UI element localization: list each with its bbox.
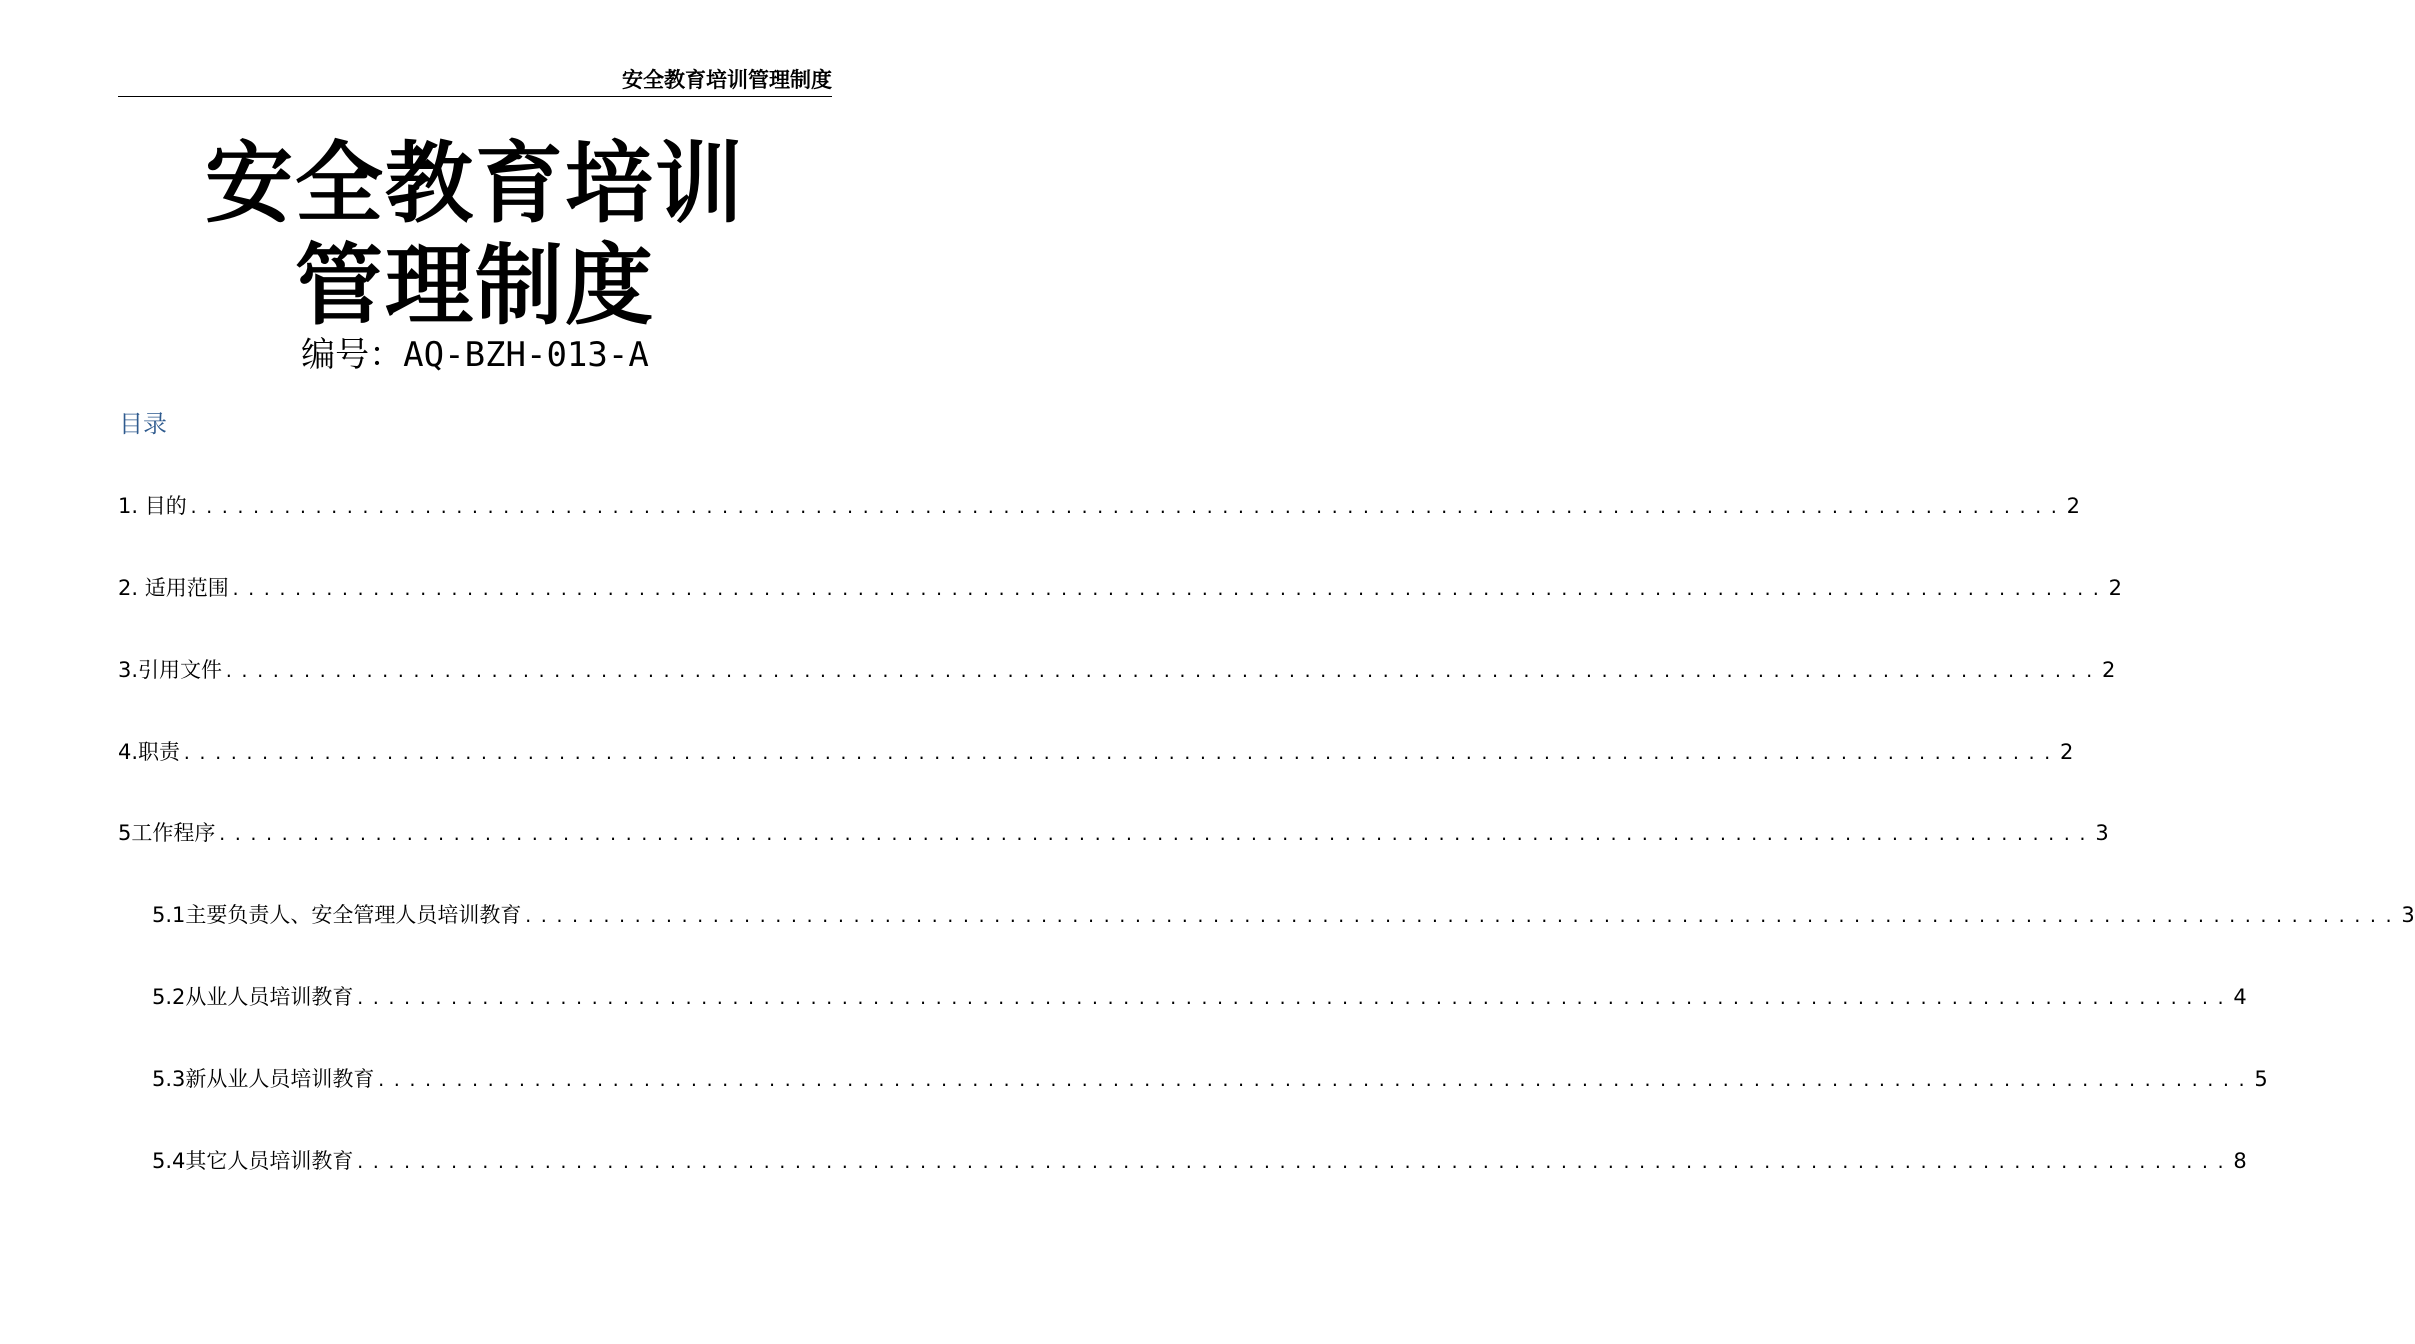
toc-entry-page: 2: [2059, 740, 2074, 764]
toc-entry-page: 2: [2101, 658, 2116, 682]
toc-entry-label: 3.引用文件: [118, 658, 223, 682]
toc-dot-leader: ........................................................................................................................: [182, 744, 2058, 763]
document-title-line-2: 管理制度: [294, 234, 655, 337]
toc-dot-leader: ........................................................................................................................: [224, 662, 2100, 681]
running-header: 安全教育培训管理制度: [118, 64, 832, 97]
document-title-line-1: 安全教育培训: [204, 132, 745, 235]
toc-subentry[interactable]: [152, 1146, 2247, 1176]
toc-entry-label: 1. 目的: [118, 494, 187, 518]
toc-subentry[interactable]: [152, 1064, 2268, 1094]
toc-entry-label: 5.1主要负责人、安全管理人员培训教育: [152, 903, 522, 927]
toc-dot-leader: ........................................................................................................................: [376, 1071, 2253, 1090]
toc-entry[interactable]: [118, 655, 2116, 685]
toc-entry[interactable]: [118, 818, 2109, 848]
toc-subentry[interactable]: [152, 982, 2247, 1012]
toc-entry-page: 5: [2254, 1067, 2268, 1091]
toc-entry-page: 2: [2108, 576, 2123, 600]
toc-entry-page: 8: [2233, 1149, 2247, 1173]
toc-entry-label: 5.3新从业人员培训教育: [152, 1067, 375, 1091]
toc-entry-label: 2. 适用范围: [118, 576, 229, 600]
toc-dot-leader: ........................................................................................................................: [230, 580, 2107, 599]
toc-dot-leader: ........................................................................................................................: [355, 989, 2232, 1008]
toc-entry-label: 5工作程序: [118, 821, 216, 845]
toc-entry-label: 5.4其它人员培训教育: [152, 1149, 354, 1173]
toc-entry-label: 5.2从业人员培训教育: [152, 985, 354, 1009]
document-code: 编号：AQ-BZH-013-A: [301, 335, 649, 375]
toc-entry-label: 4.职责: [118, 740, 181, 764]
toc-entry-page: 2: [2066, 494, 2081, 518]
toc-entry[interactable]: [118, 737, 2074, 767]
toc-entry-page: 3: [2095, 821, 2109, 845]
toc-dot-leader: ........................................................................................................................: [355, 1153, 2232, 1172]
toc-dot-leader: ........................................................................................................................: [523, 907, 2400, 926]
toc-entry-page: 4: [2233, 985, 2247, 1009]
toc-entry[interactable]: [118, 573, 2123, 603]
toc-heading: 目录: [119, 410, 167, 438]
toc-subentry[interactable]: [152, 900, 2415, 930]
toc-entry-page: 3: [2401, 903, 2415, 927]
toc-dot-leader: ........................................................................................................................: [217, 825, 2094, 844]
toc-dot-leader: ........................................................................................................................: [188, 498, 2065, 517]
toc-entry[interactable]: [118, 491, 2081, 521]
